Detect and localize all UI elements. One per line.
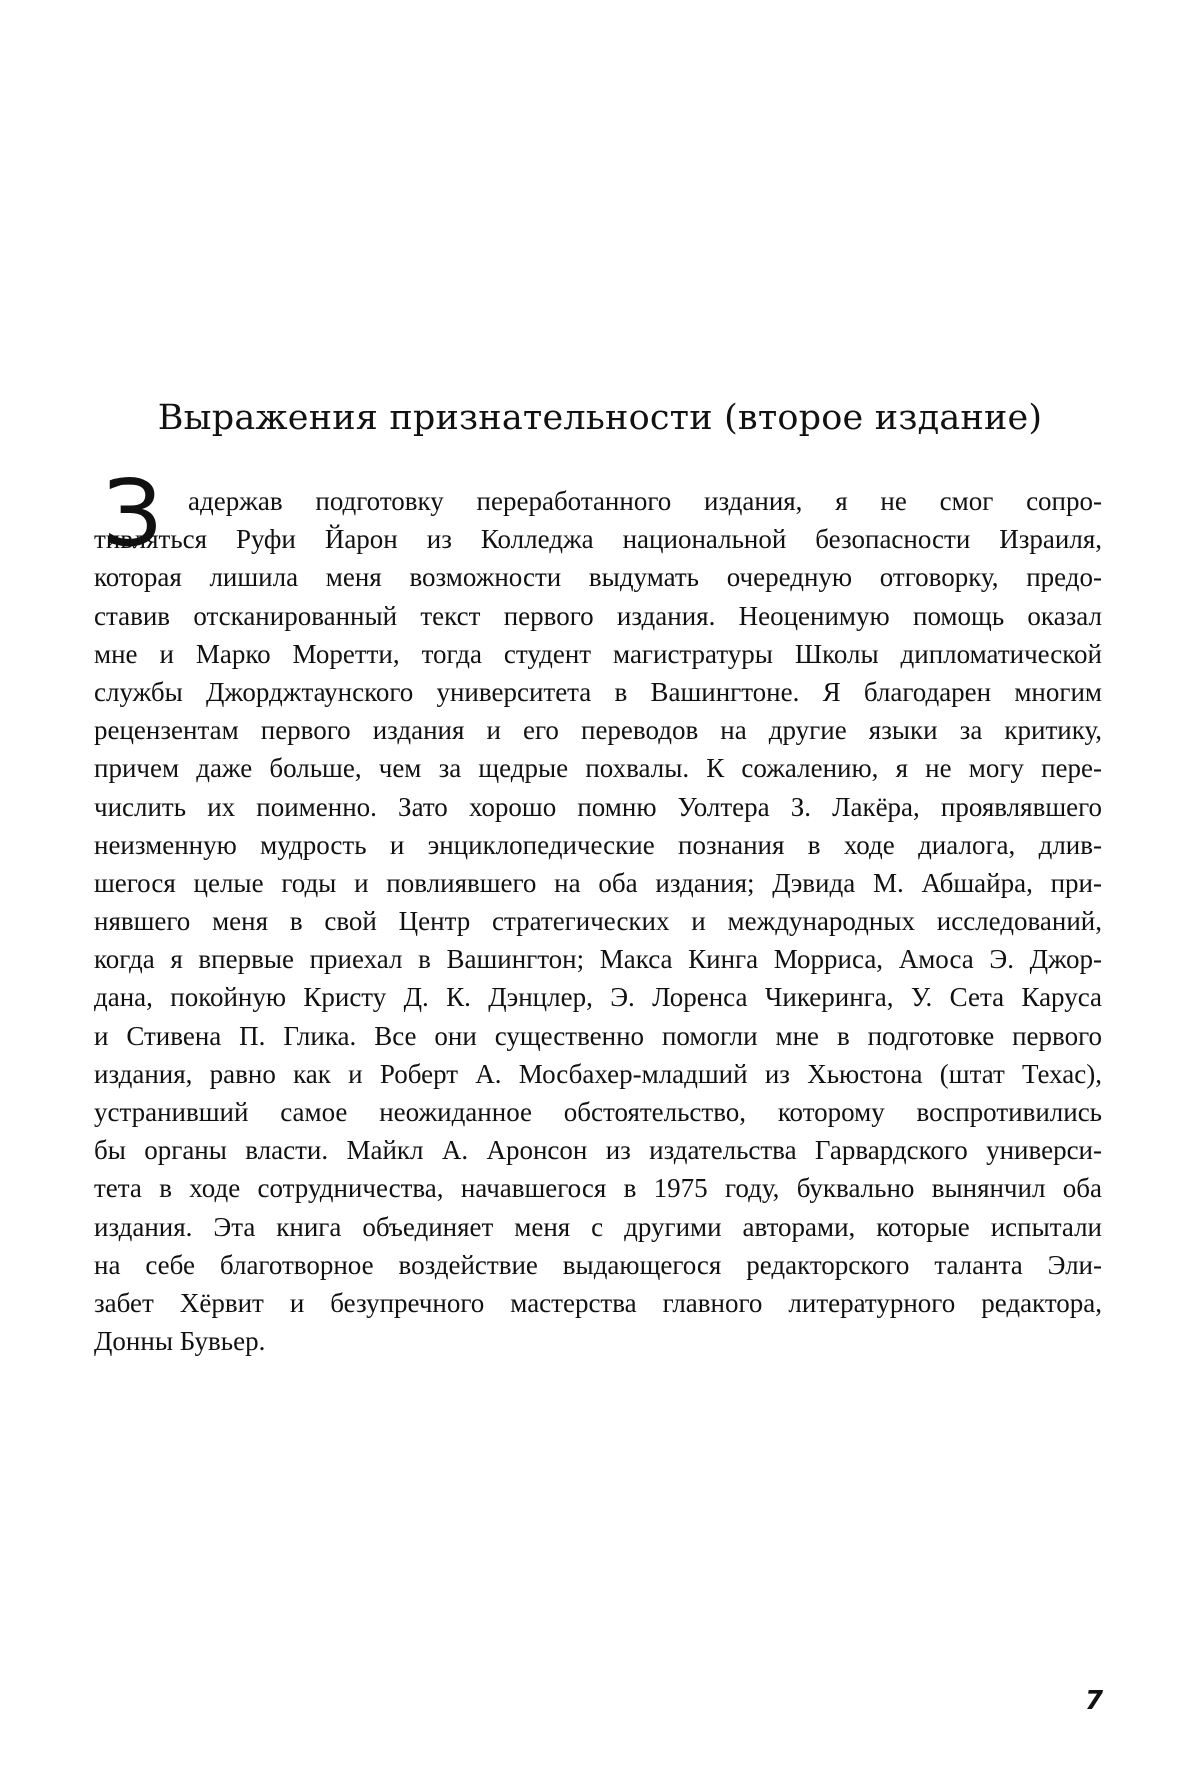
page-title: Выражения признательности (второе издание)	[157, 398, 1043, 438]
text-line: тивляться Руфи Йарон из Колледжа национальной безопасности Израиля,	[94, 524, 1102, 555]
text-line: издания. Эта книга объединяет меня с другими авторами, которые испытали	[94, 1211, 1102, 1242]
text-line: на себе благотворное воздействие выдающегося редакторского таланта Эли-	[94, 1249, 1102, 1280]
text-line: нявшего меня в свой Центр стратегических и международных исследований,	[94, 906, 1102, 937]
text-line: адержав подготовку переработанного издания, я не смог сопро-	[188, 486, 1102, 516]
text-line: рецензентам первого издания и его переводов на другие языки за критику,	[94, 715, 1102, 746]
text-line: и Стивена П. Глика. Все они существенно помогли мне в подготовке первого	[94, 1020, 1102, 1051]
text-line: числить их поименно. Зато хорошо помню Уолтера З. Лакёра, проявлявшего	[94, 791, 1102, 822]
text-line: неизменную мудрость и энциклопедические познания в ходе диалога, длив-	[94, 829, 1102, 860]
text-line: когда я впервые приехал в Вашингтон; Макса Кинга Морриса, Амоса Э. Джор-	[94, 944, 1102, 975]
text-line: ставив отсканированный текст первого издания. Неоценимую помощь оказал	[94, 600, 1102, 631]
text-line: дана, покойную Кристу Д. К. Дэнцлер, Э. Лоренса Чикеринга, У. Сета Каруса	[94, 982, 1102, 1013]
text-line: тета в ходе сотрудничества, начавшегося в 1975 году, буквально вынянчил оба	[94, 1173, 1102, 1204]
text-line: бы органы власти. Майкл А. Аронсон из издательства Гарвардского универси-	[94, 1135, 1102, 1166]
text-line: причем даже больше, чем за щедрые похвалы. К сожалению, я не могу пере-	[94, 753, 1102, 784]
page-number: 7	[1085, 1686, 1104, 1716]
text-line: службы Джорджтаунского университета в Вашингтоне. Я благодарен многим	[94, 676, 1102, 707]
text-line: которая лишила меня возможности выдумать очередную отговорку, предо-	[94, 562, 1102, 593]
acknowledgements-paragraph	[94, 482, 1102, 1360]
text-line: забет Хёрвит и безупречного мастерства главного литературного редактора,	[94, 1287, 1102, 1318]
text-line: шегося целые годы и повлиявшего на оба издания; Дэвида М. Абшайра, при-	[94, 867, 1102, 898]
drop-cap: З	[103, 460, 162, 567]
text-line: издания, равно как и Роберт А. Мосбахер-младший из Хьюстона (штат Техас),	[94, 1058, 1102, 1089]
text-line: мне и Марко Моретти, тогда студент магистратуры Школы дипломатической	[94, 638, 1102, 669]
text-line: устранивший самое неожиданное обстоятельство, которому воспротивились	[94, 1097, 1102, 1127]
text-line: Донны Бувьер.	[94, 1326, 266, 1357]
